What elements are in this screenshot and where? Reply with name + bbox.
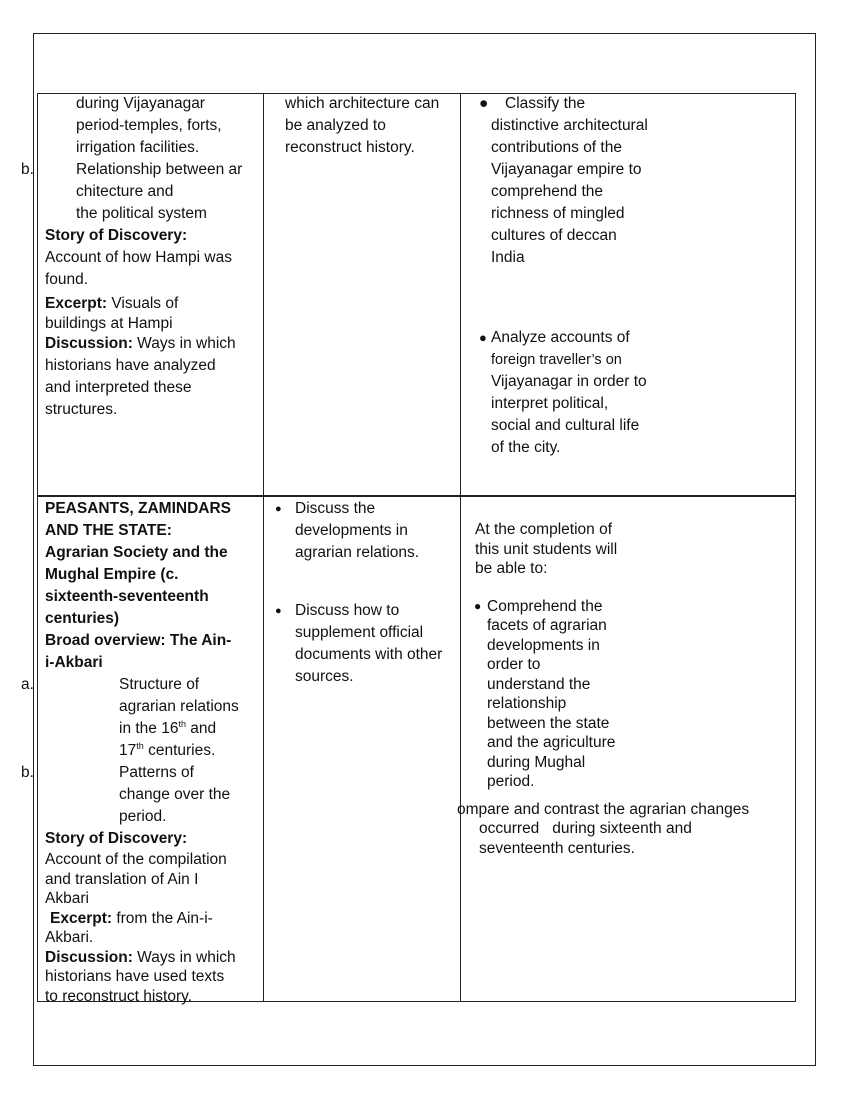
objective-line: Vijayanagar in order to: [491, 373, 647, 390]
objective-line: contributions of the: [491, 139, 622, 156]
topic-b-line: Patterns of: [119, 764, 194, 781]
approach-line: developments in: [295, 522, 408, 539]
objective-line: period.: [487, 773, 535, 790]
intro-line: At the completion of: [475, 521, 612, 538]
intro-line: be able to:: [475, 560, 548, 577]
topic-a-line: irrigation facilities.: [76, 139, 200, 156]
topic-a-line: during Vijayanagar: [76, 95, 205, 112]
topic-b-line: Relationship between ar: [76, 161, 243, 178]
row1-content-cell: [21, 93, 261, 421]
approach-line: documents with other: [295, 646, 443, 663]
objective-line: Classify the: [505, 95, 586, 112]
objective-line: distinctive architectural: [491, 117, 648, 134]
objective-line: relationship: [487, 695, 567, 712]
topic-b-label: b.: [21, 764, 34, 781]
approach-line: be analyzed to: [285, 117, 386, 134]
row-divider: [37, 495, 796, 497]
topic-a-line: and: [185, 720, 217, 737]
discussion-label: Discussion:: [45, 948, 133, 966]
compare-line: seventeenth centuries.: [479, 839, 635, 857]
excerpt-text-line: Akbari.: [45, 929, 94, 946]
topic-a-line: agrarian relations: [119, 698, 239, 715]
topic-b-line: change over the: [119, 786, 231, 803]
approach-line: sources.: [295, 668, 354, 685]
topic-a-label: a.: [21, 676, 34, 693]
objective-line: order to: [487, 656, 541, 673]
unit-title: [45, 498, 261, 674]
compare-line: occurred during sixteenth and: [479, 820, 692, 837]
topic-b-line: chitecture and: [76, 183, 174, 200]
story-of-discovery-label: Story of Discovery:: [45, 830, 188, 847]
objective-line: and the agriculture: [487, 734, 616, 751]
excerpt-label: Excerpt:: [50, 909, 113, 927]
unit-title-line: i-Akbari: [45, 654, 103, 671]
discussion-text-line: historians have analyzed: [45, 357, 216, 374]
row2-approach-cell: [275, 498, 457, 688]
topic-a-line: in the 16: [119, 720, 179, 737]
bullet-icon: ●: [479, 95, 489, 112]
superscript: th: [178, 718, 186, 729]
objective-line: India: [491, 249, 525, 266]
discussion-label: Discussion:: [45, 335, 133, 352]
objective-line: of the city.: [491, 439, 561, 456]
intro-line: this unit students will: [475, 540, 618, 558]
bullet-icon: ●: [479, 330, 487, 345]
objective-line: comprehend the: [491, 183, 604, 200]
row2-objectives-cell: [457, 520, 792, 858]
story-text-line: Account of how Hampi was: [45, 249, 232, 266]
objective-line: foreign traveller’s on: [491, 352, 622, 368]
discussion-text-line: historians have used texts: [45, 968, 225, 985]
story-text-line: and translation of Ain I: [45, 870, 199, 888]
unit-title-line: AND THE STATE:: [45, 522, 172, 539]
row1-approach-cell: [285, 93, 457, 159]
objective-line: facets of agrarian: [487, 617, 607, 634]
topic-a: [21, 674, 261, 762]
objective-line: understand the: [487, 675, 591, 693]
row2-content-cell: [21, 498, 261, 1006]
objective-bullet: [457, 597, 792, 792]
topic-b-line: period.: [119, 808, 167, 825]
objective-line: Comprehend the: [487, 597, 603, 615]
unit-title-line: Agrarian Society and the: [45, 544, 228, 561]
syllabus-table: [21, 93, 796, 1005]
superscript: th: [136, 740, 144, 751]
topic-b-label: b.: [21, 161, 34, 178]
unit-title-line: centuries): [45, 610, 120, 627]
topic-a-line: 17: [119, 742, 137, 759]
bullet-icon: ●: [275, 503, 282, 515]
objective-line: richness of mingled: [491, 205, 625, 222]
discussion-text: Ways in which: [132, 948, 236, 966]
objective-bullet: [479, 93, 779, 269]
compare-line: ompare and contrast the agrarian changes: [457, 800, 750, 818]
approach-line: agrarian relations.: [295, 544, 420, 561]
objectives-intro: [457, 520, 792, 579]
excerpt-text-line: buildings at Hampi: [45, 314, 173, 332]
topic-b-line: the political system: [76, 205, 207, 222]
unit-title-line: Mughal Empire (c.: [45, 566, 179, 583]
unit-title-line: Broad overview: The Ain-: [45, 632, 232, 649]
approach-line: Discuss the: [295, 500, 376, 517]
objective-line: between the state: [487, 714, 610, 732]
topic-b: [21, 762, 261, 828]
objective-line: social and cultural life: [491, 417, 640, 434]
excerpt-text: from the Ain-i-: [112, 909, 213, 927]
bullet-icon: ●: [275, 605, 282, 617]
approach-line: reconstruct history.: [285, 139, 415, 156]
table-left-border: [37, 93, 38, 1002]
objective-compare: [457, 800, 792, 859]
topic-b: [21, 159, 261, 225]
approach-line: supplement official: [295, 624, 424, 641]
discussion-text-line: to reconstruct history.: [45, 987, 193, 1005]
discussion-text-line: structures.: [45, 401, 118, 418]
topic-a-line: Structure of: [119, 676, 200, 693]
row1-objectives-cell: [479, 93, 779, 459]
topic-a-line: period-temples, forts,: [76, 117, 222, 134]
objective-line: cultures of deccan: [491, 227, 617, 244]
story-of-discovery-label: Story of Discovery:: [45, 227, 188, 244]
bullet-icon: ●: [474, 598, 482, 613]
discussion-text-line: and interpreted these: [45, 379, 192, 396]
approach-line: Discuss how to: [295, 602, 400, 619]
objective-line: during Mughal: [487, 753, 586, 771]
excerpt-text: Visuals of: [107, 295, 179, 312]
approach-line: which architecture can: [285, 95, 440, 112]
table-right-border: [795, 93, 796, 1002]
unit-title-line: sixteenth-seventeenth: [45, 588, 209, 605]
objective-line: developments in: [487, 636, 600, 654]
discussion-text: Ways in which: [132, 335, 236, 352]
story-text-line: Akbari: [45, 890, 89, 907]
approach-bullet: [275, 600, 457, 688]
objective-bullet: [479, 327, 779, 459]
column-divider-1: [263, 93, 264, 1002]
objective-line: interpret political,: [491, 395, 609, 412]
story-text-line: Account of the compilation: [45, 851, 227, 868]
topic-a-line: centuries.: [143, 742, 216, 759]
story-text-line: found.: [45, 271, 89, 288]
approach-bullet: [275, 498, 457, 564]
unit-title-line: PEASANTS, ZAMINDARS: [45, 500, 232, 517]
excerpt-label: Excerpt:: [45, 295, 108, 312]
objective-line: Analyze accounts of: [491, 329, 630, 346]
objective-line: Vijayanagar empire to: [491, 161, 642, 178]
